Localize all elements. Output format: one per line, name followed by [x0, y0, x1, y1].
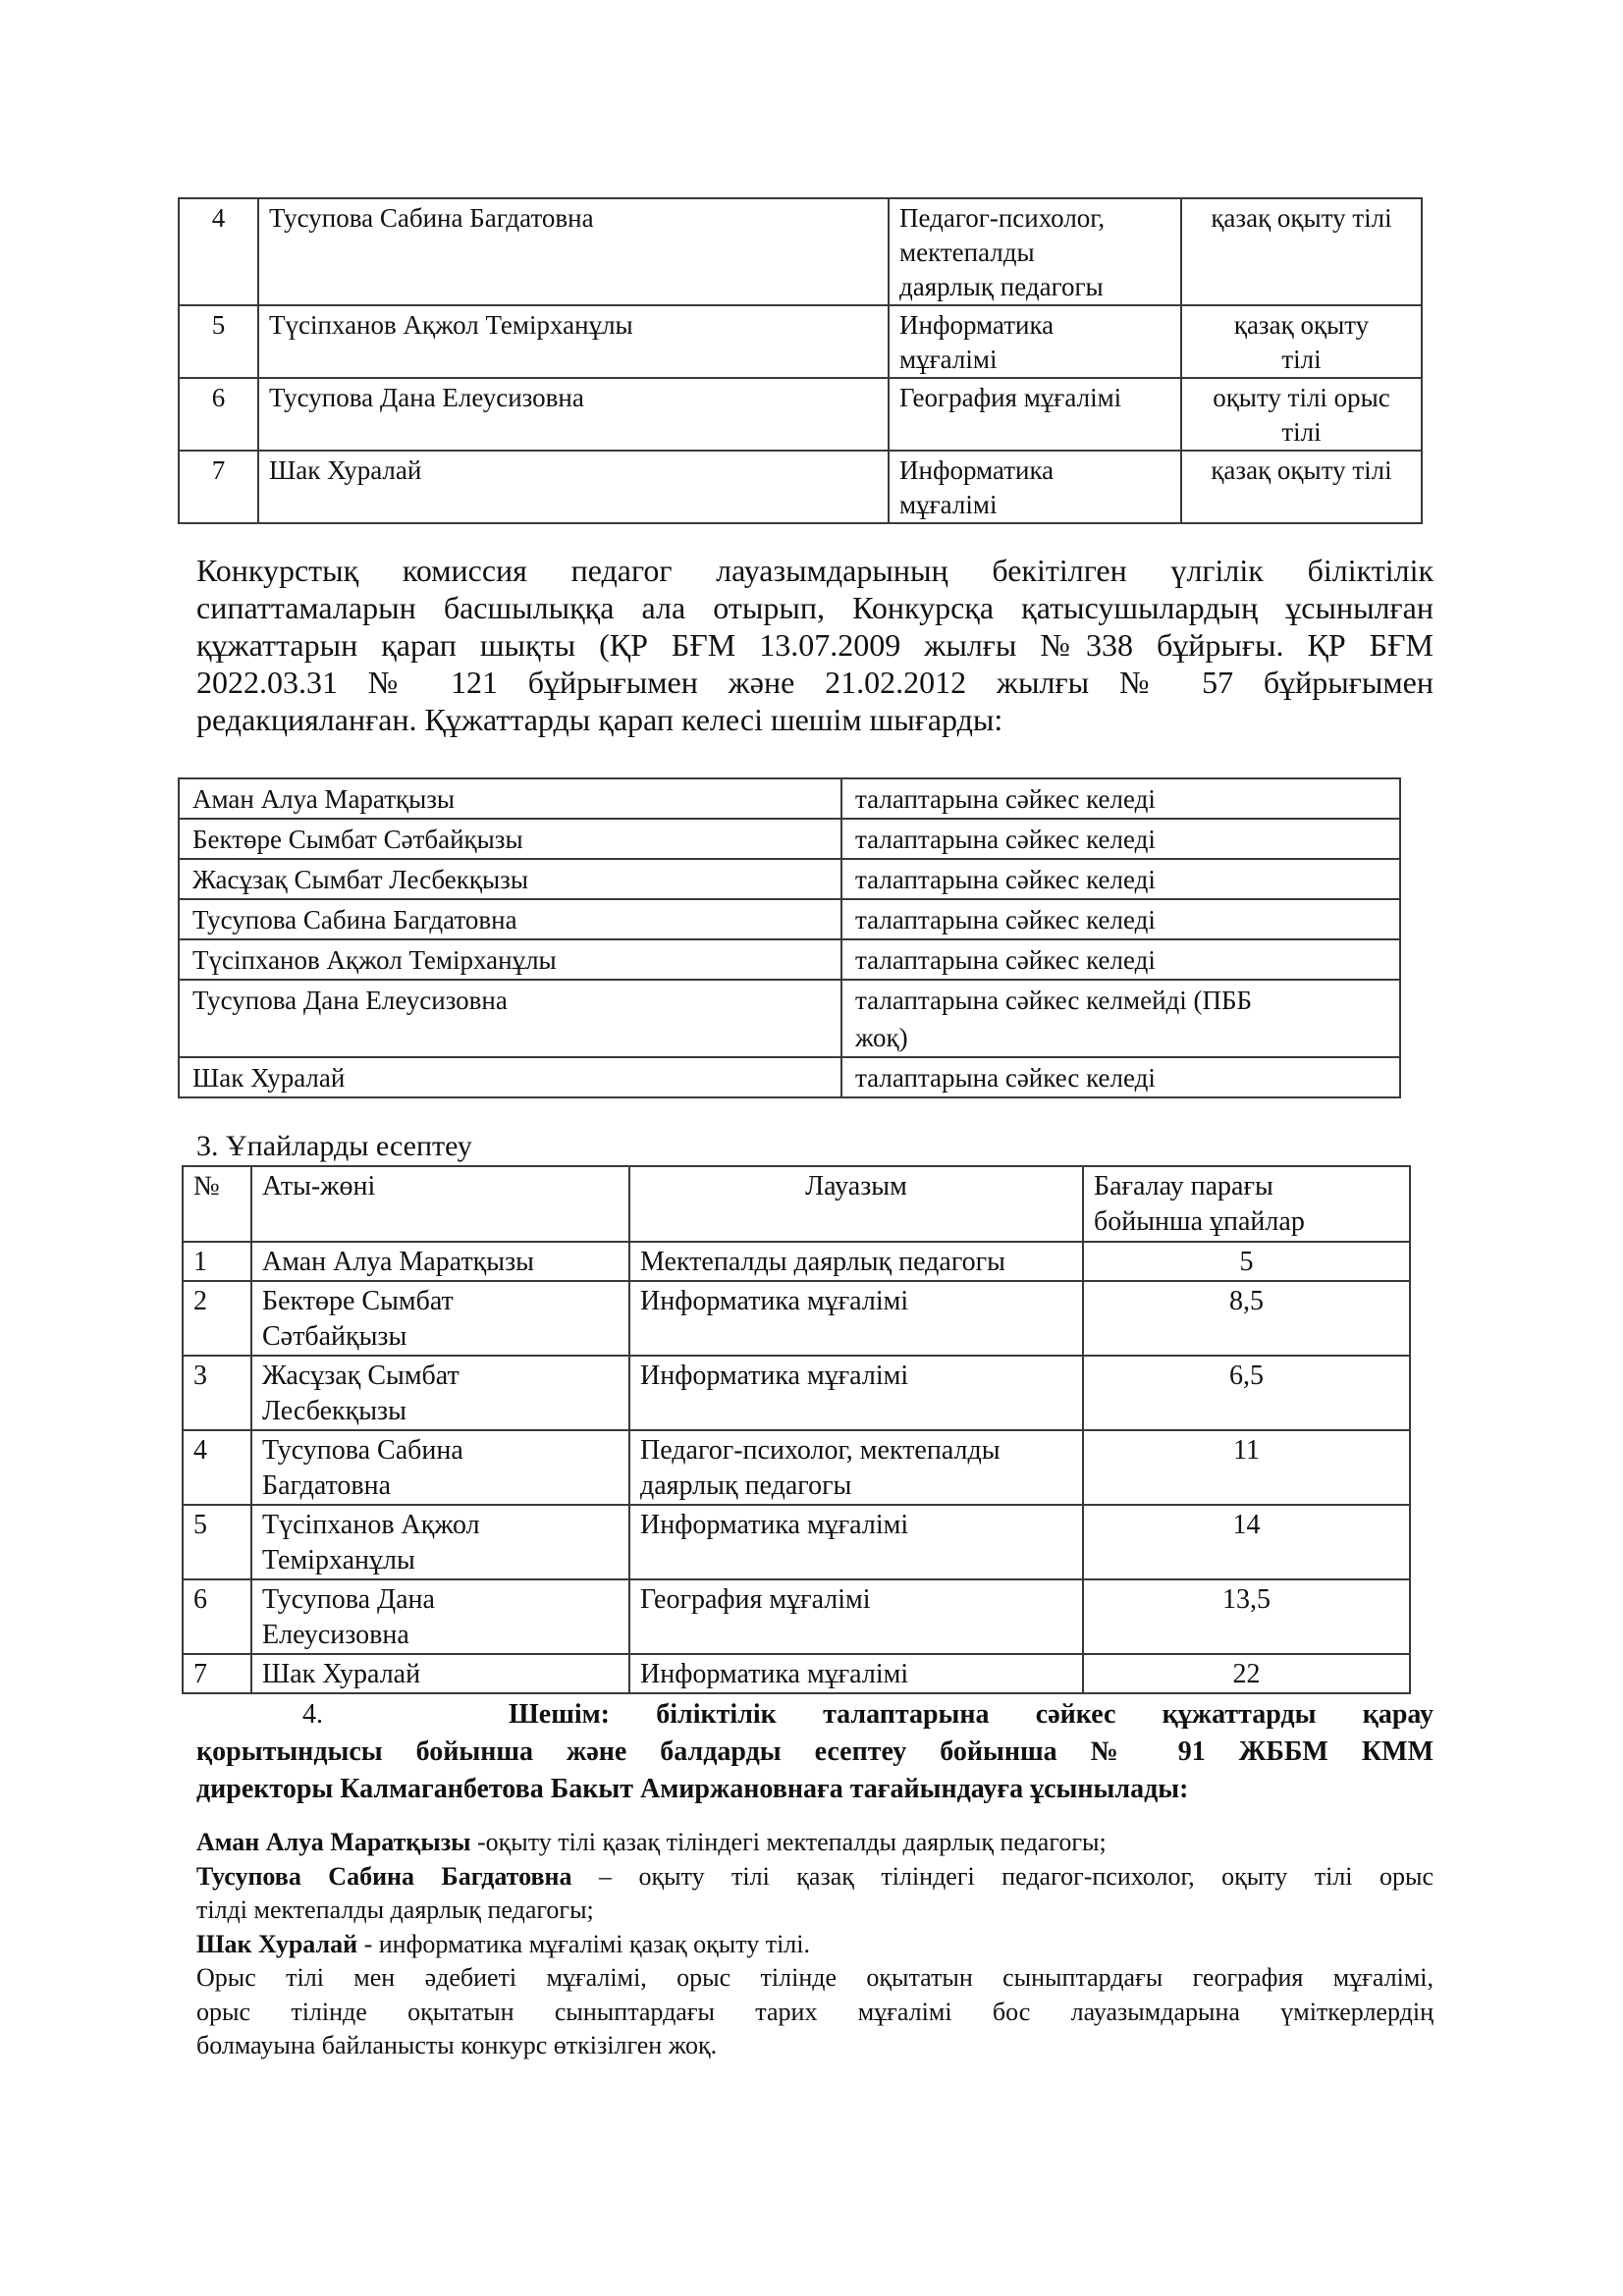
decision-heading-text: Шешім: біліктілік талаптарына сәйкес құжаттарды қарау: [509, 1699, 1434, 1730]
cell-position: [629, 1654, 1083, 1693]
cell-num: 3: [183, 1356, 251, 1430]
section-4-number: 4.: [302, 1699, 323, 1730]
position-line: мұғалімі: [899, 490, 998, 519]
name-line: Темірханұлы: [262, 1545, 415, 1575]
cell-num: 5: [183, 1505, 251, 1579]
position-line: Педагог-психолог, мектепалды: [640, 1435, 1001, 1466]
position-line: Информатика мұғалімі: [640, 1361, 909, 1391]
table-row: [179, 819, 1400, 859]
result-line: жоқ): [855, 1023, 908, 1052]
cell-position: [629, 1356, 1083, 1430]
position-line: Педагог-психолог,: [899, 203, 1106, 233]
result-line: талаптарына сәйкес келмейді (ПББ: [855, 986, 1252, 1015]
result-line: талаптарына сәйкес келеді: [855, 825, 1156, 854]
appointment-line: [196, 1826, 1434, 1860]
result-line: талаптарына сәйкес келеді: [855, 865, 1156, 894]
cell-name: Аман Алуа Маратқызы: [179, 778, 841, 819]
section-4-decision: [196, 1696, 1434, 1808]
cell-num: 2: [183, 1281, 251, 1356]
header-position: Лауазым: [629, 1166, 1083, 1242]
cell-score: 13,5: [1083, 1579, 1410, 1654]
cell-result: [841, 899, 1400, 939]
table-row: [179, 859, 1400, 899]
table-row: [183, 1505, 1410, 1579]
name-line: Аман Алуа Маратқызы: [262, 1247, 534, 1277]
cell-name: Түсіпханов Ақжол Темірханұлы: [258, 305, 889, 378]
cell-position: [629, 1281, 1083, 1356]
cell-score: 6,5: [1083, 1356, 1410, 1430]
cell-name: [251, 1579, 629, 1654]
language-line: қазақ оқыту тілі: [1211, 455, 1392, 485]
appointment-continuation: тілді мектепалды даярлық педагогы;: [196, 1896, 594, 1924]
cell-name: Тусупова Сабина Багдатовна: [258, 198, 889, 305]
table-row: [183, 1579, 1410, 1654]
appointee-name: Аман Алуа Маратқызы: [196, 1828, 471, 1856]
position-line: даярлық педагогы: [640, 1470, 852, 1501]
appointment-line: [196, 1928, 1434, 1962]
table-row: [179, 939, 1400, 980]
header-score-line: Бағалау парағы: [1094, 1171, 1273, 1201]
language-line: тілі: [1281, 345, 1322, 374]
name-line: Елеусизовна: [262, 1620, 409, 1650]
cell-position: [629, 1430, 1083, 1505]
table-row: [183, 1654, 1410, 1693]
table-row: [179, 899, 1400, 939]
cell-num: 4: [183, 1430, 251, 1505]
position-line: мұғалімі: [899, 345, 998, 374]
language-line: қазақ оқыту тілі: [1211, 203, 1392, 233]
cell-name: Шак Хуралай: [179, 1057, 841, 1097]
table-row: [183, 1242, 1410, 1281]
name-line: Бектөре Сымбат: [262, 1286, 454, 1316]
appointment-text: -оқыту тілі қазақ тіліндегі мектепалды даярлық педагогы;: [470, 1828, 1107, 1856]
appointment-text: - информатика мұғалімі қазақ оқыту тілі.: [357, 1929, 810, 1958]
result-line: талаптарына сәйкес келеді: [855, 905, 1156, 934]
appointee-name: Тусупова Сабина Багдатовна: [196, 1861, 572, 1891]
cell-result: [841, 778, 1400, 819]
position-line: Информатика: [899, 310, 1055, 340]
cell-language: [1181, 305, 1422, 378]
cell-num: 1: [183, 1242, 251, 1281]
cell-name: Бектөре Сымбат Сәтбайқызы: [179, 819, 841, 859]
name-line: Багдатовна: [262, 1470, 392, 1501]
cell-num: 7: [183, 1654, 251, 1693]
language-line: оқыту тілі орыс: [1213, 383, 1390, 412]
table-row: [179, 778, 1400, 819]
appointee-name: Шак Хуралай: [196, 1929, 358, 1958]
cell-num: 7: [179, 451, 258, 523]
section-4-body: [196, 1826, 1434, 2063]
language-line: тілі: [1281, 417, 1322, 447]
result-line: талаптарына сәйкес келеді: [855, 784, 1156, 814]
table-header-row: [183, 1166, 1410, 1242]
position-line: мектепалды: [899, 238, 1035, 267]
decision-line: қорытындысы бойынша және балдарды есептеу бойынша № 91 ЖББМ КММ: [196, 1736, 1434, 1767]
cell-position: [889, 378, 1181, 451]
paragraph-line: сипаттамаларын басшылыққа ала отырып, Конкурсқа қатысушылардың ұсынылған: [196, 590, 1434, 625]
closing-line: Орыс тілі мен әдебиеті мұғалімі, орыс тілінде оқытатын сыныптардағы география мұғалімі,: [196, 1963, 1434, 1992]
cell-position: [629, 1579, 1083, 1654]
cell-score: 22: [1083, 1654, 1410, 1693]
paragraph-line: Конкурстық комиссия педагог лауазымдарының бекітілген үлгілік біліктілік: [196, 553, 1434, 588]
cell-name: Түсіпханов Ақжол Темірханұлы: [179, 939, 841, 980]
decision-line: директоры Калмаганбетова Бакыт Амиржановнаға тағайындауға ұсынылады:: [196, 1774, 1189, 1804]
commission-paragraph: [196, 552, 1434, 738]
cell-num: 4: [179, 198, 258, 305]
header-score-line: бойынша ұпайлар: [1094, 1206, 1305, 1237]
cell-position: [629, 1505, 1083, 1579]
cell-language: [1181, 198, 1422, 305]
cell-position: [889, 305, 1181, 378]
closing-line: орыс тілінде оқытатын сыныптардағы тарих мұғалімі бос лауазымдарына үміткерлердің: [196, 1997, 1434, 2026]
cell-language: [1181, 378, 1422, 451]
name-line: Лесбекқызы: [262, 1396, 406, 1426]
candidates-table: [178, 197, 1423, 524]
decision-line: [196, 1696, 1434, 1734]
cell-result: [841, 980, 1400, 1057]
cell-name: Тусупова Дана Елеусизовна: [179, 980, 841, 1057]
result-line: талаптарына сәйкес келеді: [855, 945, 1156, 975]
cell-name: [251, 1430, 629, 1505]
appointment-line: [196, 1860, 1434, 1895]
cell-score: 8,5: [1083, 1281, 1410, 1356]
table-row: [179, 1057, 1400, 1097]
table-row: [183, 1430, 1410, 1505]
result-line: талаптарына сәйкес келеді: [855, 1063, 1156, 1093]
name-line: Сәтбайқызы: [262, 1321, 407, 1352]
cell-result: [841, 859, 1400, 899]
name-line: Тусупова Дана: [262, 1584, 435, 1615]
position-line: Информатика мұғалімі: [640, 1286, 909, 1316]
cell-name: [251, 1281, 629, 1356]
table-row: [179, 305, 1422, 378]
closing-line: болмауына байланысты конкурс өткізілген жоқ.: [196, 2031, 718, 2059]
name-line: Жасұзақ Сымбат: [262, 1361, 460, 1391]
table-row: [179, 451, 1422, 523]
cell-score: 14: [1083, 1505, 1410, 1579]
cell-name: [251, 1356, 629, 1430]
cell-num: 6: [183, 1579, 251, 1654]
cell-score: 11: [1083, 1430, 1410, 1505]
cell-result: [841, 939, 1400, 980]
position-line: Мектепалды даярлық педагогы: [640, 1247, 1005, 1277]
position-line: Информатика мұғалімі: [640, 1510, 909, 1540]
cell-position: [889, 451, 1181, 523]
cell-score: 5: [1083, 1242, 1410, 1281]
paragraph-line: 2022.03.31 № 121 бұйрығымен және 21.02.2012 жылғы № 57 бұйрығымен: [196, 665, 1434, 700]
cell-name: [251, 1505, 629, 1579]
cell-name: Жасұзақ Сымбат Лесбекқызы: [179, 859, 841, 899]
name-line: Тусупова Сабина: [262, 1435, 463, 1466]
table-row: [179, 198, 1422, 305]
table-row: [183, 1281, 1410, 1356]
appointment-text: – оқыту тілі қазақ тіліндегі педагог-психолог, оқыту тілі орыс: [571, 1861, 1434, 1891]
paragraph-line: редакцияланған. Құжаттарды қарап келесі шешім шығарды:: [196, 702, 1003, 737]
compliance-table: [178, 777, 1401, 1098]
cell-result: [841, 819, 1400, 859]
position-line: даярлық педагогы: [899, 272, 1104, 301]
position-line: Информатика мұғалімі: [640, 1659, 909, 1689]
cell-language: [1181, 451, 1422, 523]
section-3-heading: 3. Ұпайларды есептеу: [196, 1130, 472, 1162]
position-line: География мұғалімі: [640, 1584, 871, 1615]
table-row: [179, 980, 1400, 1057]
name-line: Түсіпханов Ақжол: [262, 1510, 480, 1540]
cell-name: [251, 1242, 629, 1281]
cell-num: 5: [179, 305, 258, 378]
language-line: қазақ оқыту: [1233, 310, 1370, 340]
cell-result: [841, 1057, 1400, 1097]
position-line: География мұғалімі: [899, 383, 1122, 412]
cell-num: 6: [179, 378, 258, 451]
name-line: Шак Хуралай: [262, 1659, 421, 1689]
cell-name: [251, 1654, 629, 1693]
header-num: №: [183, 1166, 251, 1242]
table-row: [183, 1356, 1410, 1430]
cell-name: Тусупова Сабина Багдатовна: [179, 899, 841, 939]
cell-name: Шак Хуралай: [258, 451, 889, 523]
cell-position: [889, 198, 1181, 305]
position-line: Информатика: [899, 455, 1055, 485]
table-row: [179, 378, 1422, 451]
cell-position: [629, 1242, 1083, 1281]
paragraph-line: құжаттарын қарап шықты (ҚР БҒМ 13.07.2009 жылғы №338 бұйрығы. ҚР БҒМ: [196, 627, 1434, 663]
header-score: [1083, 1166, 1410, 1242]
scores-table: [182, 1165, 1411, 1694]
header-name: Аты-жөні: [251, 1166, 629, 1242]
cell-name: Тусупова Дана Елеусизовна: [258, 378, 889, 451]
